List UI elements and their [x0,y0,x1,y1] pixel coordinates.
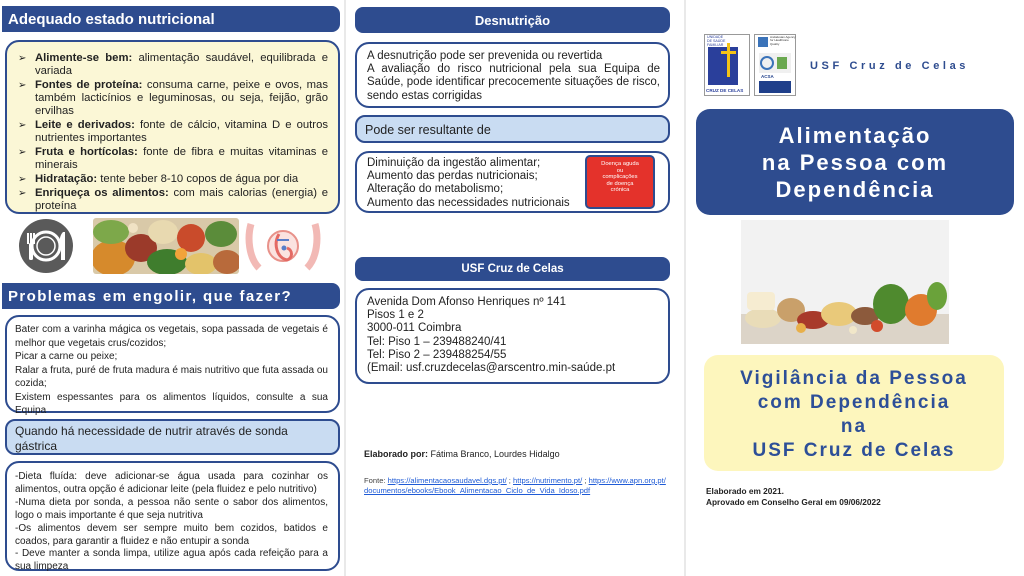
cause-line: Aumento das necessidades nutricionais [367,196,570,209]
contact-header-text: USF Cruz de Celas [461,263,564,275]
acsa-logo [754,34,796,96]
address-line: 3000-011 Coimbra [367,322,462,335]
swallowing-line: Ralar a fruta, puré de fruta madura é mais nutritivo que futa assada ou cozida; [15,364,328,389]
swallowing-line: Picar a carne ou peixe; [15,351,118,362]
subtitle [704,367,1004,463]
logo-line: FAMILIAR [707,42,724,47]
tip-item: ➢ Fruta e hortícolas: fonte de fibra e muitas vitaminas e minerais [13,146,328,172]
logo-caption: CRUZ DE CELAS [706,88,744,93]
malnutrition-header-text: Desnutrição [474,12,551,28]
nutrition-header [2,6,340,32]
footer-line: Elaborado em 2021. [706,486,784,496]
address-line: Avenida Dom Afonso Henriques nº 141 [367,296,566,308]
tip-item: ➢ Leite e derivados: fonte de cálcio, vitamina D e outros nutrientes importantes [13,119,328,145]
tube-line: -Os alimentos devem ser sempre muito bem cozidos, batidos e coados, para garantir a fluidez e não entupir a sonda [15,522,328,547]
phone-line: Tel: Piso 1 – 239488240/41 [367,335,507,348]
badge-line: Doença aguda [601,161,639,167]
malnutrition-intro-box [355,42,670,108]
badge-line: ou [616,167,624,174]
causes-header [355,115,670,143]
usf-logo [704,34,750,96]
tube-feeding-box [5,461,340,571]
sources-block [364,476,666,495]
intro-line: A avaliação do risco nutricional pela sua Equipa de Saúde, pode identificar precocemente situações de risco, sendo estas corrigidas [367,63,660,102]
panel-cover [686,0,1024,576]
swallowing-header [2,283,340,309]
panel-middle [346,0,686,576]
contact-box [355,288,670,384]
footer-line: Aprovado em Conselho Geral em 09/06/2022 [706,497,881,507]
title-line: na Pessoa com [761,150,949,175]
causes-box [355,151,670,213]
tube-line: -Numa dieta por sonda, a pessoa não sente o sabor dos alimentos, logo o mais importante é que seja nutritiva [15,496,328,521]
swallowing-line: Bater com a varinha mágica os vegetais, sopa passada de vegetais é melhor que vegetais crus/cozidos; [15,324,328,349]
source-link[interactable]: https://www.apn.org.pt/documentos/ebooks/Ebook_Alimentacao_Ciclo_de_Vida_Idoso.pdf [364,476,666,495]
source-link[interactable]: https://nutrimento.pt/ [513,476,583,485]
badge-line: complicações [602,174,638,181]
swallowing-line: Existem espessantes para os alimentos líquidos, consulte a sua Equipa [15,391,328,416]
badge-line: crónica [610,187,630,194]
tip-item: ➢ Enriqueça os alimentos: com mais calorias (energia) e proteína [13,187,328,213]
tube-line: - Deve manter a sonda limpa, utilize agua após cada refeição para a sua limpeza [15,548,328,573]
acute-disease-badge [585,155,655,209]
logo-line: UNIDADE [707,35,724,39]
contact-header [355,257,670,281]
logo-caption: ACSA [761,74,774,79]
email-line[interactable]: (Email: usf.cruzdecelas@arscentro.min-saúde.pt [367,362,616,375]
tip-item: ➢ Fontes de proteína: consuma carne, peixe e ovos, mas também lacticínios e leguminosas, ou seja, feijão, grão ervilhas [13,79,328,118]
panel-left [0,0,346,576]
subtitle-line: Vigilância da Pessoa [740,368,968,389]
subtitle-line: na [840,416,868,437]
cause-line: Diminuição da ingestão alimentar; [367,157,541,169]
causes-header-text: Pode ser resultante de [365,123,491,137]
tube-feeding-header [5,419,340,455]
cause-line: Alteração do metabolismo; [367,183,504,196]
cause-line: Aumento das perdas nutricionais; [367,170,538,183]
sources-label: Fonte: [364,476,388,485]
swallowing-header-text: Problemas em engolir, que fazer? [8,287,293,305]
healthy-food-photo [93,218,239,274]
authors-names: Fátima Branco, Lourdes Hidalgo [428,449,560,459]
main-title [696,122,1014,203]
nutrition-header-text: Adequado estado nutricional [8,10,215,28]
tip-item: ➢ Hidratação: tente beber 8-10 copos de água por dia [13,173,328,186]
nutrition-tips-box [5,40,340,214]
title-line: Dependência [775,177,935,202]
source-link[interactable]: https://alimentacaosaudavel.dgs.pt/ [387,476,507,485]
address-line: Pisos 1 e 2 [367,309,424,322]
phone-line: Tel: Piso 2 – 239488254/55 [367,348,507,361]
brand-name: USF Cruz de Celas [810,60,970,72]
nutrition-tips-list [13,52,328,213]
source-separator: ; [506,476,514,485]
approval-footer [706,486,881,508]
intro-line: A desnutrição pode ser prevenida ou revertida [367,50,603,62]
authors-label: Elaborado por: [364,449,429,459]
malnutrition-header [355,7,670,33]
source-separator: ; [582,476,589,485]
logo-line: DE SAÚDE [707,38,726,43]
logo-line: Andalusian Agency [770,35,796,39]
food-spread-photo [741,220,949,344]
authors-line [364,449,560,459]
tube-line: -Dieta fluída: deve adicionar-se água usada para cozinhar os alimentos, outra opção é adicionar leite (pela fluidez e pelo nutritivo) [15,471,328,495]
title-line: Alimentação [778,123,932,148]
digestive-system-icon [243,218,323,274]
swallowing-tips-box [5,315,340,416]
subtitle-line: USF Cruz de Celas [752,440,956,461]
badge-line: de doença [606,180,634,187]
tip-item: ➢ Alimente-se bem: alimentação saudável, equilibrada e variada [13,52,328,78]
plate-cutlery-icon [18,218,74,274]
tube-feeding-header-text: Quando há necessidade de nutrir através de sonda gástrica [15,424,288,453]
subtitle-line: com Dependência [757,392,951,413]
logo-line: for Healthcare Quality [770,38,789,46]
